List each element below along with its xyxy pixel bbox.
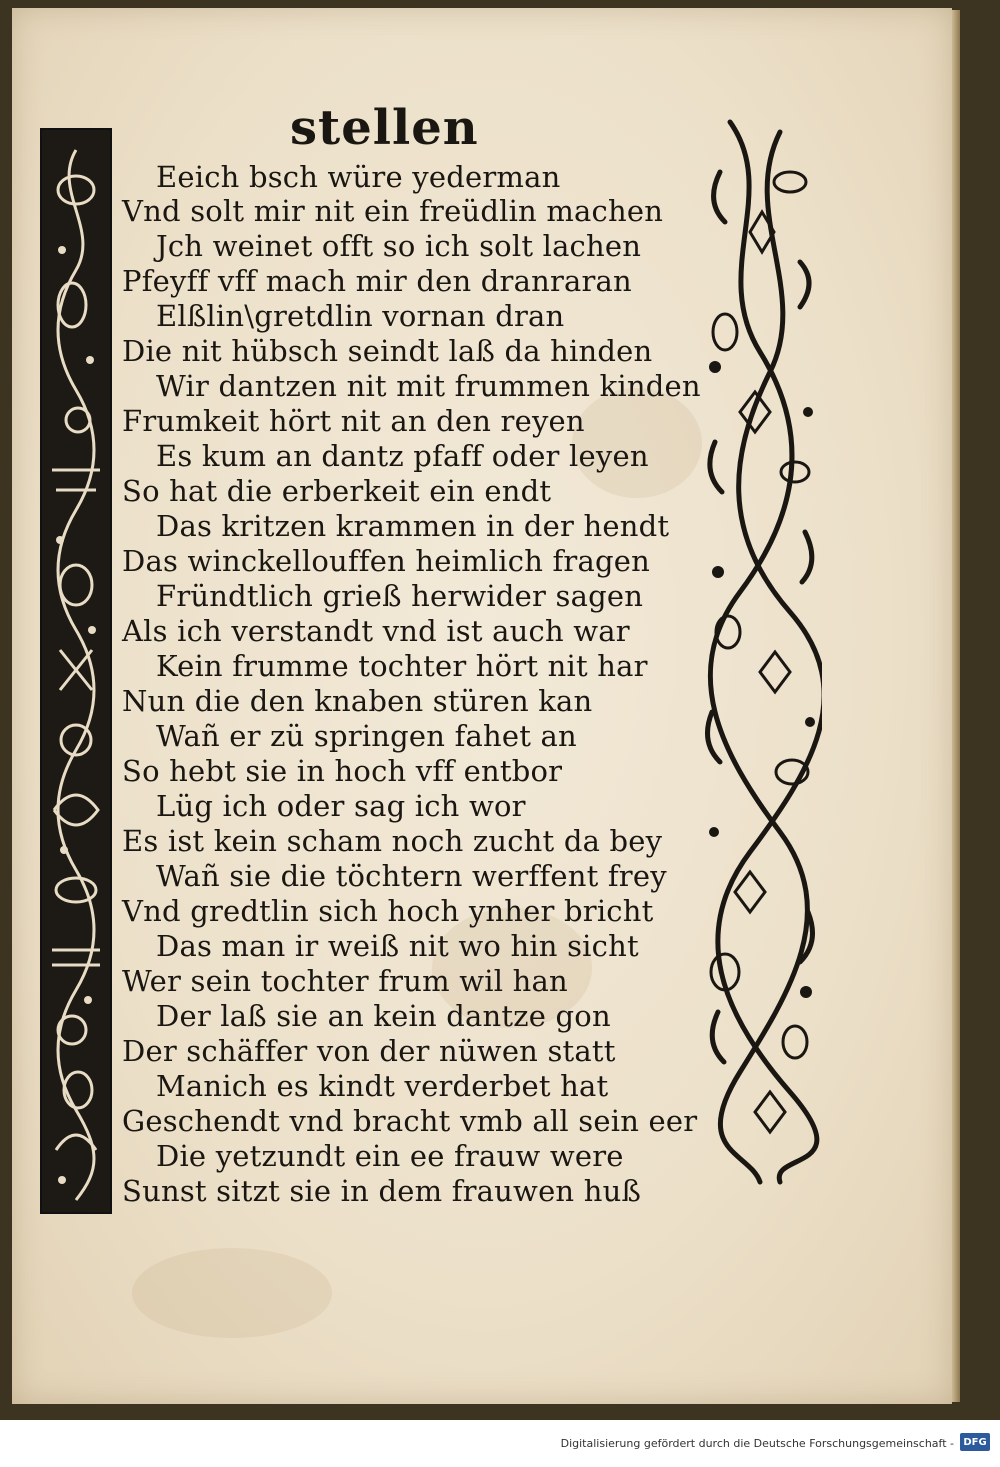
verse-line: Wer sein tochter frum wil han [122,964,568,998]
verse-line: Das winckellouffen heimlich fragen [122,544,650,578]
footer-bar [0,1420,1000,1467]
verse-line: Vnd gredtlin sich hoch ynher bricht [122,894,654,928]
verse-line: Wañ sie die töchtern werffent frey [156,859,667,893]
verse-line: Frumkeit hört nit an den reyen [122,404,585,438]
verse-line: Der schäffer von der nüwen statt [122,1034,616,1068]
verse-line: Jch weinet offt so ich solt lachen [156,229,642,263]
verse-line: Nun die den knaben stüren kan [122,684,593,718]
verse-line: Kein frumme tochter hört nit har [156,649,648,683]
verse-line: Lüg ich oder sag ich wor [156,789,526,823]
verse-line: Es kum an dantz pfaff oder leyen [156,439,649,473]
verse-line: Die nit hübsch seindt laß da hinden [122,334,653,368]
verse-line: Die yetzundt ein ee frauw were [156,1139,624,1173]
verse-line: Es ist kein scham noch zucht da bey [122,824,663,858]
verse-line: Eeich bsch würe yederman [156,160,561,194]
verse-line: Das man ir weiß nit wo hin sicht [156,929,639,963]
verse-line: Vnd solt mir nit ein freüdlin machen [122,194,664,228]
verse-line: Sunst sitzt sie in dem frauwen huß [122,1174,642,1208]
verse-line: Elßlin\gretdlin vornan dran [156,299,565,333]
verse-line: Pfeyff vff mach mir den dranraran [122,264,632,298]
verse-line: Geschendt vnd bracht vmb all sein eer [122,1104,698,1138]
funding-credit: Digitalisierung gefördert durch die Deutsche Forschungsgemeinschaft - [560,1437,954,1450]
verse-line: Wir dantzen nit mit frummen kinden [156,369,701,403]
verse-line: Fründtlich grieß herwider sagen [156,579,644,613]
verse-line: Manich es kindt verderbet hat [156,1069,609,1103]
page-header: stellen [290,100,479,156]
dfg-logo: DFG [960,1433,990,1451]
verse-line: Das kritzen krammen in der hendt [156,509,670,543]
verse-line: Der laß sie an kein dantze gon [156,999,611,1033]
verse-line: Wañ er zü springen fahet an [156,719,577,753]
verse-line: Als ich verstandt vnd ist auch war [122,614,630,648]
verse-line: So hat die erberkeit ein endt [122,474,552,508]
verse-line: So hebt sie in hoch vff entbor [122,754,563,788]
